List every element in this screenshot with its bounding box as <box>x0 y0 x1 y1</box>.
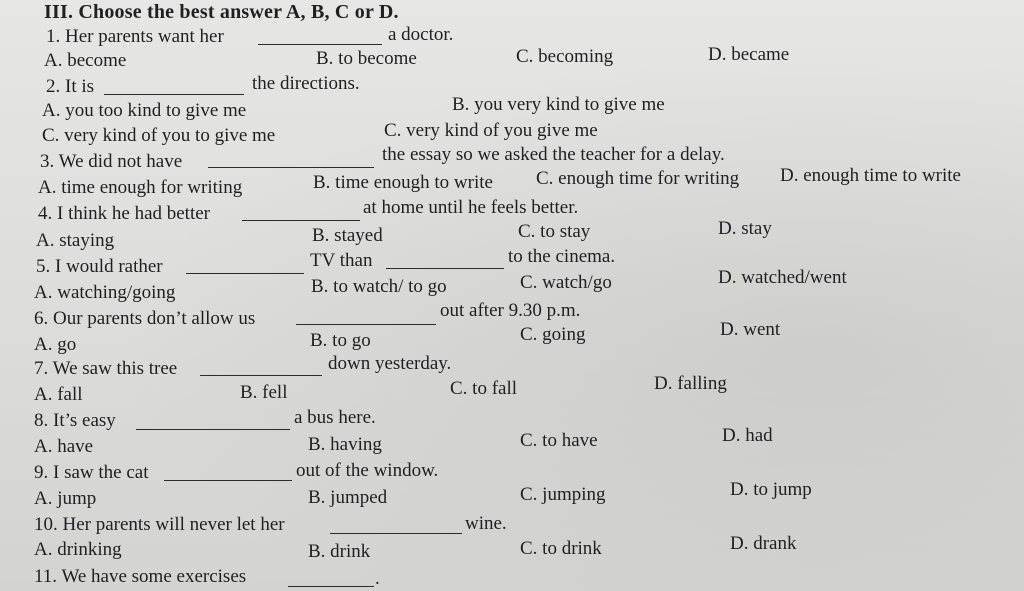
question-4-option-c[interactable]: C. to stay <box>518 221 591 242</box>
question-8-blank[interactable] <box>136 429 290 430</box>
question-5-blank-1[interactable] <box>186 273 304 274</box>
question-10-option-b[interactable]: B. drink <box>308 541 371 562</box>
question-9-option-b[interactable]: B. jumped <box>308 487 388 508</box>
question-7-option-b[interactable]: B. fell <box>240 382 288 403</box>
question-11-blank[interactable] <box>288 586 374 587</box>
question-3-stem-start: 3. We did not have <box>40 151 183 172</box>
question-9-option-a[interactable]: A. jump <box>34 488 97 509</box>
question-1-option-d[interactable]: D. became <box>708 44 790 65</box>
question-11-stem-end: . <box>375 568 380 589</box>
section-heading: III. Choose the best answer A, B, C or D. <box>44 1 399 23</box>
question-3-blank[interactable] <box>208 167 374 168</box>
question-3-option-b[interactable]: B. time enough to write <box>313 172 493 193</box>
question-10-blank[interactable] <box>330 533 462 534</box>
question-6-stem-end: out after 9.30 p.m. <box>440 300 581 321</box>
question-1-stem-start: 1. Her parents want her <box>46 26 224 47</box>
question-3-option-c[interactable]: C. enough time for writing <box>536 168 740 189</box>
question-6-option-c[interactable]: C. going <box>520 324 586 345</box>
question-9-option-c[interactable]: C. jumping <box>520 484 606 505</box>
question-3-stem-end: the essay so we asked the teacher for a delay. <box>382 144 725 165</box>
question-7-option-c[interactable]: C. to fall <box>450 378 518 399</box>
question-2-option-a[interactable]: A. you too kind to give me <box>42 100 247 121</box>
question-10-option-d[interactable]: D. drank <box>730 533 797 554</box>
question-1-option-b[interactable]: B. to become <box>316 48 417 69</box>
question-4-blank[interactable] <box>242 220 360 221</box>
question-7-option-d[interactable]: D. falling <box>654 373 727 394</box>
question-10-stem-start: 10. Her parents will never let her <box>34 514 285 535</box>
question-5-stem-middle: TV than <box>310 250 373 271</box>
question-1-blank[interactable] <box>258 44 382 45</box>
question-8-option-c[interactable]: C. to have <box>520 430 598 451</box>
question-8-option-a[interactable]: A. have <box>34 436 94 457</box>
question-9-stem-start: 9. I saw the cat <box>34 462 149 483</box>
question-5-option-b[interactable]: B. to watch/ to go <box>311 276 447 297</box>
question-10-option-c[interactable]: C. to drink <box>520 538 602 559</box>
question-6-option-b[interactable]: B. to go <box>310 330 371 351</box>
question-4-stem-end: at home until he feels better. <box>363 197 579 218</box>
question-8-stem-end: a bus here. <box>294 407 376 428</box>
question-3-option-a[interactable]: A. time enough for writing <box>38 177 243 198</box>
question-1-option-a[interactable]: A. become <box>44 50 127 71</box>
question-2-blank[interactable] <box>104 94 244 95</box>
question-5-option-d[interactable]: D. watched/went <box>718 267 847 288</box>
question-7-option-a[interactable]: A. fall <box>34 384 83 405</box>
question-4-option-d[interactable]: D. stay <box>718 218 772 239</box>
question-9-blank[interactable] <box>164 480 292 481</box>
question-9-option-d[interactable]: D. to jump <box>730 479 812 500</box>
question-11-stem-start: 11. We have some exercises <box>34 566 247 587</box>
question-5-option-c[interactable]: C. watch/go <box>520 272 612 293</box>
question-7-stem-start: 7. We saw this tree <box>34 358 178 379</box>
question-2-option-d[interactable]: C. very kind of you give me <box>384 120 598 141</box>
question-4-stem-start: 4. I think he had better <box>38 203 211 224</box>
question-1-option-c[interactable]: C. becoming <box>516 46 614 67</box>
question-10-stem-end: wine. <box>465 513 507 534</box>
question-2-stem-end: the directions. <box>252 73 360 94</box>
question-2-stem-start: 2. It is <box>46 76 95 97</box>
question-10-option-a[interactable]: A. drinking <box>34 539 122 560</box>
question-1-stem-end: a doctor. <box>388 24 454 45</box>
question-7-blank[interactable] <box>200 375 322 376</box>
question-9-stem-end: out of the window. <box>296 460 439 481</box>
question-6-option-a[interactable]: A. go <box>34 334 77 355</box>
question-3-option-d[interactable]: D. enough time to write <box>780 165 961 186</box>
question-6-stem-start: 6. Our parents don’t allow us <box>34 308 256 329</box>
question-7-stem-end: down yesterday. <box>328 353 452 374</box>
question-4-option-a[interactable]: A. staying <box>36 230 115 251</box>
question-6-option-d[interactable]: D. went <box>720 319 781 340</box>
question-8-option-b[interactable]: B. having <box>308 434 382 455</box>
question-8-stem-start: 8. It’s easy <box>34 410 116 431</box>
question-4-option-b[interactable]: B. stayed <box>312 225 383 246</box>
question-5-option-a[interactable]: A. watching/going <box>34 282 176 303</box>
question-6-blank[interactable] <box>296 324 436 325</box>
question-2-option-b[interactable]: B. you very kind to give me <box>452 94 665 115</box>
question-5-stem-start: 5. I would rather <box>36 256 163 277</box>
question-5-blank-2[interactable] <box>386 268 504 269</box>
question-5-stem-end: to the cinema. <box>508 246 616 267</box>
question-2-option-c[interactable]: C. very kind of you to give me <box>42 125 276 146</box>
question-8-option-d[interactable]: D. had <box>722 425 773 446</box>
